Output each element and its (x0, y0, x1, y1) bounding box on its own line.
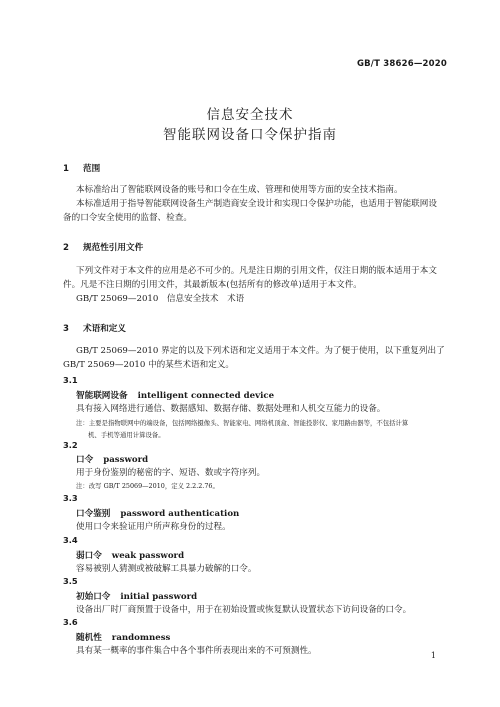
term-note: 注：主要是指物联网中的端设备，包括网络摄像头、智能家电、网络机顶盒、智能投影仪、家用路由器等，不包括计算 (76, 419, 409, 427)
term-heading (76, 549, 184, 561)
section-3-paragraph: GB/T 25069—2010 界定的以及下列术语和定义适用于本文件。为了便于使用，以下重复列出了 (76, 346, 445, 356)
term-zh: 智能联网设备 (76, 391, 128, 401)
term-en: initial password (120, 592, 198, 602)
section-1-paragraph: 本标准给出了智能联网设备的账号和口令在生成、管理和使用等方面的安全技术指南。 (76, 185, 403, 195)
term-number: 3.3 (63, 493, 78, 503)
section-2-heading (63, 241, 143, 253)
document-title-line2: 智能联网设备口令保护指南 (163, 127, 337, 143)
term-definition: 设备出厂时厂商预置于设备中，用于在初始设置或恢复默认设置状态下访问设备的口令。 (76, 605, 412, 615)
term-definition: 容易被别人猜测或被破解工具暴力破解的口令。 (76, 564, 257, 574)
standard-number-header: GB/T 38626—2020 (356, 59, 447, 69)
term-number: 3.5 (63, 576, 78, 586)
term-number: 3.6 (63, 617, 78, 627)
section-title: 术语和定义 (83, 324, 126, 334)
term-heading (76, 389, 274, 401)
term-number: 3.2 (63, 440, 78, 450)
term-definition: 使用口令来验证用户所声称身份的过程。 (76, 522, 231, 532)
section-2-paragraph: 下列文件对于本文件的应用是必不可少的。凡是注日期的引用文件，仅注日期的版本适用于本文 (76, 266, 437, 276)
term-zh: 初始口令 (76, 592, 111, 602)
term-en: password (103, 455, 149, 465)
term-en: randomness (111, 633, 171, 643)
section-number: 3 (63, 324, 69, 334)
section-3-paragraph: GB/T 25069—2010 中的某些术语和定义。 (63, 360, 235, 370)
term-zh: 随机性 (76, 633, 102, 643)
term-en: weak password (111, 551, 185, 561)
section-number: 1 (63, 164, 69, 174)
page-number: 1 (430, 651, 436, 660)
section-title: 规范性引用文件 (83, 243, 144, 253)
term-heading (76, 507, 239, 519)
term-heading (76, 631, 170, 643)
section-3-heading (63, 322, 126, 334)
term-definition: 具有接入网络进行通信、数据感知、数据存储、数据处理和人机交互能力的设备。 (76, 404, 386, 414)
section-1-paragraph: 本标准适用于指导智能联网设备生产制造商安全设计和实现口令保护功能，也适用于智能联网设 (76, 199, 437, 209)
section-2-paragraph: 件。凡是不注日期的引用文件，其最新版本(包括所有的修改单)适用于本文件。 (63, 280, 362, 290)
term-definition: 用于身份鉴别的秘密的字、短语、数或字符序列。 (76, 468, 266, 478)
section-title: 范围 (83, 164, 101, 174)
term-number: 3.4 (63, 535, 78, 545)
term-en: intelligent connected device (137, 391, 275, 401)
term-definition: 具有某一概率的事件集合中各个事件所表现出来的不可预测性。 (76, 646, 317, 656)
document-title-line1: 信息安全技术 (206, 107, 294, 123)
term-note: 注：改写 GB/T 25069—2010，定义 2.2.2.76。 (76, 482, 219, 490)
term-heading (76, 590, 197, 602)
term-number: 3.1 (63, 375, 78, 385)
section-1-heading (63, 162, 100, 174)
term-zh: 口令鉴别 (76, 509, 111, 519)
term-zh: 口令 (76, 455, 94, 465)
term-heading (76, 453, 148, 465)
section-number: 2 (63, 243, 69, 253)
normative-reference: GB/T 25069—2010 信息安全技术 术语 (76, 294, 245, 304)
term-zh: 弱口令 (76, 551, 102, 561)
term-note: 机、手机等通用计算设备。 (88, 431, 165, 439)
term-en: password authentication (120, 509, 240, 519)
section-1-paragraph: 备的口令安全使用的监督、检查。 (63, 213, 192, 223)
